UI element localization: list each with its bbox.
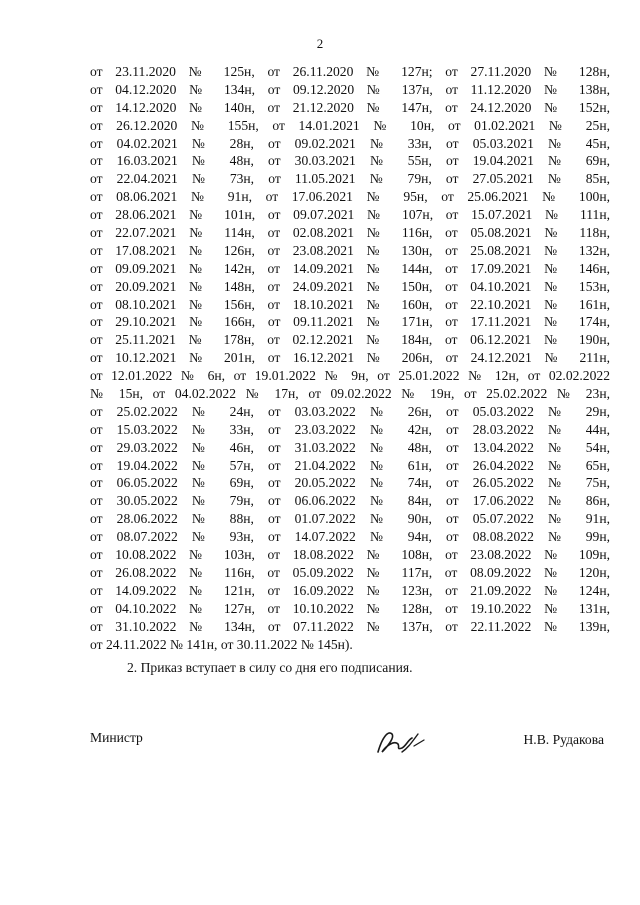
list-line: от 16.03.2021 № 48н, от 30.03.2021 № 55н, от 19.04.2021 № 69н, (90, 153, 610, 169)
list-line: от 10.08.2022 № 103н, от 18.08.2022 № 108н, от 23.08.2022 № 109н, (90, 547, 610, 563)
list-line: от 06.05.2022 № 69н, от 20.05.2022 № 74н, от 26.05.2022 № 75н, (90, 475, 610, 491)
list-line: от 25.11.2021 № 178н, от 02.12.2021 № 184н, от 06.12.2021 № 190н, (90, 332, 610, 348)
list-line: от 29.10.2021 № 166н, от 09.11.2021 № 171н, от 17.11.2021 № 174н, (90, 314, 610, 330)
list-line: от 04.02.2021 № 28н, от 09.02.2021 № 33н, от 05.03.2021 № 45н, (90, 135, 610, 151)
list-line: от 29.03.2022 № 46н, от 31.03.2022 № 48н, от 13.04.2022 № 54н, (90, 439, 610, 455)
list-line: от 25.02.2022 № 24н, от 03.03.2022 № 26н, от 05.03.2022 № 29н, (90, 403, 610, 419)
list-line: № 15н, от 04.02.2022 № 17н, от 09.02.2022 № 19н, от 25.02.2022 № 23н, (90, 386, 610, 402)
signature-icon (372, 718, 428, 762)
list-line: от 28.06.2021 № 101н, от 09.07.2021 № 107н, от 15.07.2021 № 111н, (90, 207, 610, 223)
list-line: от 08.06.2021 № 91н, от 17.06.2021 № 95н, от 25.06.2021 № 100н, (90, 189, 610, 205)
list-line: от 19.04.2022 № 57н, от 21.04.2022 № 61н, от 26.04.2022 № 65н, (90, 457, 610, 473)
list-line: от 22.07.2021 № 114н, от 02.08.2021 № 116н, от 05.08.2021 № 118н, (90, 225, 610, 241)
page-number: 2 (316, 36, 324, 51)
list-line: от 14.09.2022 № 121н, от 16.09.2022 № 123н, от 21.09.2022 № 124н, (90, 582, 610, 598)
list-line: от 31.10.2022 № 134н, от 07.11.2022 № 137н, от 22.11.2022 № 139н, (90, 618, 610, 634)
signatory-name: Н.В. Рудакова (523, 732, 604, 747)
list-line: от 26.12.2020 № 155н, от 14.01.2021 № 10н, от 01.02.2021 № 25н, (90, 117, 610, 133)
clause-2: 2. Приказ вступает в силу со дня его подписания. (127, 660, 413, 675)
list-line: от 22.04.2021 № 73н, от 11.05.2021 № 79н, от 27.05.2021 № 85н, (90, 171, 610, 187)
list-line: от 08.10.2021 № 156н, от 18.10.2021 № 160н, от 22.10.2021 № 161н, (90, 296, 610, 312)
list-line: от 24.11.2022 № 141н, от 30.11.2022 № 145н). (90, 636, 353, 652)
list-line: от 26.08.2022 № 116н, от 05.09.2022 № 117н, от 08.09.2022 № 120н, (90, 564, 610, 580)
list-line: от 30.05.2022 № 79н, от 06.06.2022 № 84н, от 17.06.2022 № 86н, (90, 493, 610, 509)
list-line: от 04.10.2022 № 127н, от 10.10.2022 № 128н, от 19.10.2022 № 131н, (90, 600, 610, 616)
list-line: от 14.12.2020 № 140н, от 21.12.2020 № 147н, от 24.12.2020 № 152н, (90, 99, 610, 115)
list-line: от 28.06.2022 № 88н, от 01.07.2022 № 90н, от 05.07.2022 № 91н, (90, 511, 610, 527)
list-line: от 20.09.2021 № 148н, от 24.09.2021 № 150н, от 04.10.2021 № 153н, (90, 278, 610, 294)
list-line: от 08.07.2022 № 93н, от 14.07.2022 № 94н, от 08.08.2022 № 99н, (90, 529, 610, 545)
list-line: от 09.09.2021 № 142н, от 14.09.2021 № 144н, от 17.09.2021 № 146н, (90, 260, 610, 276)
list-line: от 04.12.2020 № 134н, от 09.12.2020 № 137н, от 11.12.2020 № 138н, (90, 81, 610, 97)
list-line: от 17.08.2021 № 126н, от 23.08.2021 № 130н, от 25.08.2021 № 132н, (90, 242, 610, 258)
list-line: от 10.12.2021 № 201н, от 16.12.2021 № 206н, от 24.12.2021 № 211н, (90, 350, 610, 366)
order-list-paragraph (90, 63, 610, 653)
signatory-title: Министр (90, 730, 143, 745)
list-line: от 23.11.2020 № 125н, от 26.11.2020 № 127н; от 27.11.2020 № 128н, (90, 64, 610, 79)
list-line: от 15.03.2022 № 33н, от 23.03.2022 № 42н, от 28.03.2022 № 44н, (90, 421, 610, 437)
list-line: от 12.01.2022 № 6н, от 19.01.2022 № 9н, от 25.01.2022 № 12н, от 02.02.2022 (90, 368, 610, 384)
